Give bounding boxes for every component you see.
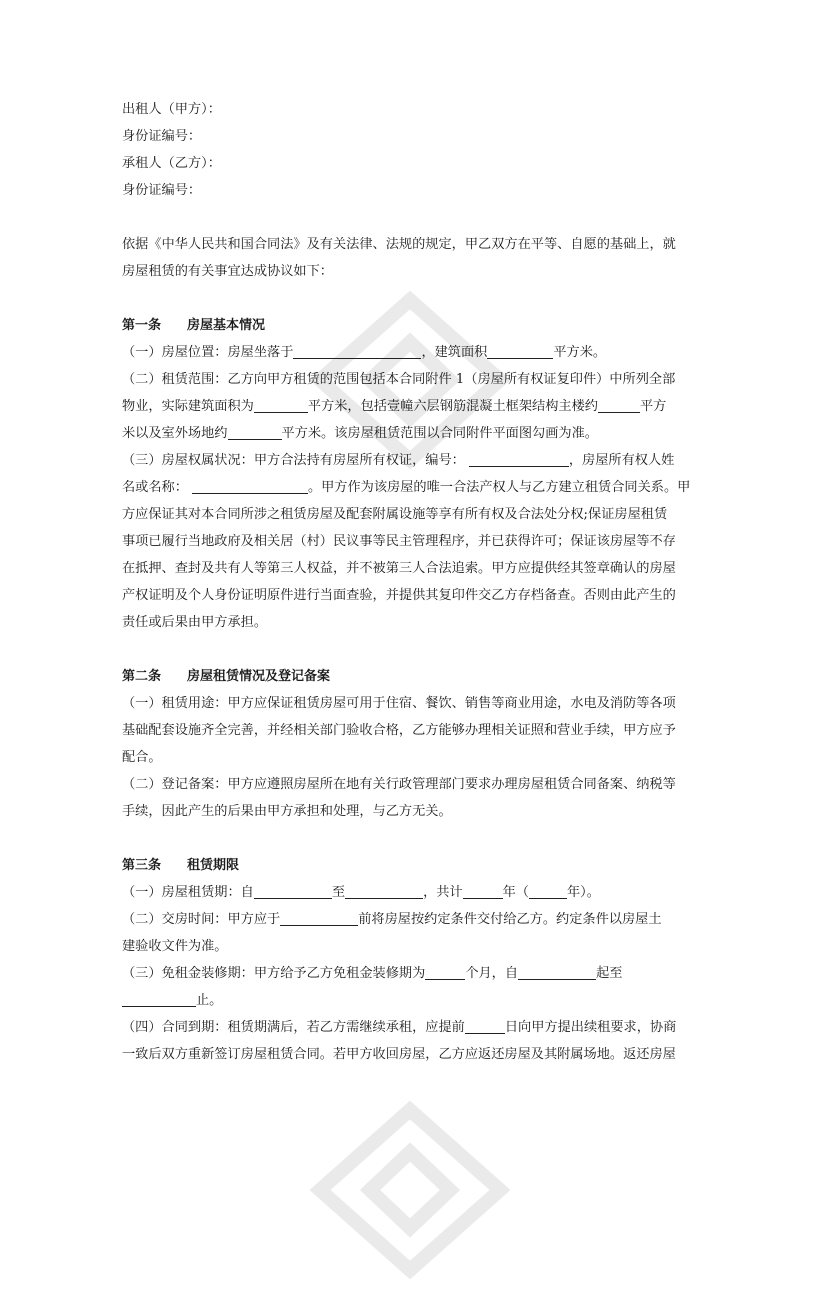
intro-line-1: 依据《中华人民共和国合同法》及有关法律、法规的规定，甲乙双方在平等、自愿的基础上，就 [122, 237, 676, 252]
clause-text: 至 [331, 885, 346, 900]
blank-free-end[interactable] [122, 990, 196, 1007]
blank-handover-date[interactable] [280, 909, 358, 926]
article-1-clause-3-line-4: 事项已履行当地政府及相关居（村）民议事等民主管理程序，并已获得许可；保证该房屋等不存 [122, 534, 676, 549]
article-3-title: 租赁期限 [187, 858, 240, 873]
clause-text: （三）免租金装修期：甲方给予乙方免租金装修期为 [122, 966, 426, 981]
article-3-number: 第三条 [122, 858, 162, 873]
article-2-heading [122, 663, 712, 690]
article-3-clause-3-line-1 [122, 960, 712, 987]
clause-text: 平方米。 [553, 345, 607, 360]
blank-area[interactable] [487, 342, 553, 359]
article-1-clause-3-line-2 [122, 474, 712, 501]
blank-renewal-days[interactable] [465, 1017, 505, 1034]
article-2-clause-1-line-3: 配合。 [122, 750, 162, 765]
clause-text: ，建筑面积 [421, 345, 488, 360]
clause-text: 平方米，包括壹幢六层钢筋混凝土框架结构主楼约 [307, 399, 598, 414]
blank-years-capital[interactable] [529, 882, 567, 899]
clause-text: ，共计 [423, 885, 463, 900]
article-1-title: 房屋基本情况 [187, 318, 266, 333]
blank-owner-name[interactable] [192, 477, 308, 494]
article-1-clause-1 [122, 339, 712, 366]
article-1-clause-3-line-1 [122, 447, 712, 474]
blank-end-date[interactable] [345, 882, 423, 899]
clause-text: （四）合同到期：租赁期满后，若乙方需继续承租，应提前 [122, 1020, 465, 1035]
lessor-id-label: 身份证编号： [122, 129, 202, 144]
blank-location[interactable] [293, 342, 421, 359]
clause-text: 名或名称： [122, 480, 188, 495]
clause-text: （三）房屋权属状况：甲方合法持有房屋所有权证，编号： [122, 453, 465, 468]
watermark-logo [300, 1090, 520, 1290]
article-2-clause-1-line-2: 基础配套设施齐全完善，并经相关部门验收合格，乙方能够办理相关证照和营业手续，甲方应予 [122, 723, 676, 738]
contract-document [122, 96, 712, 1068]
clause-text: （一）房屋租赁期：自 [122, 885, 254, 900]
article-3-clause-4-line-1 [122, 1014, 712, 1041]
clause-text: 。甲方作为该房屋的唯一合法产权人与乙方建立租赁合同关系。甲 [307, 480, 691, 495]
clause-text: （一）房屋位置：房屋坐落于 [122, 345, 294, 360]
article-1-clause-3-line-6: 产权证明及个人身份证明原件进行当面查验，并提供其复印件交乙方存档备查。否则由此产生的 [122, 588, 676, 603]
article-2-number: 第二条 [122, 669, 162, 684]
article-1-clause-2-line-3 [122, 420, 712, 447]
blank-free-start[interactable] [518, 963, 596, 980]
clause-text: 年（ [502, 885, 529, 900]
clause-text: 平方 [640, 399, 667, 414]
clause-text: 起至 [596, 966, 623, 981]
lessee-id-label: 身份证编号： [122, 183, 202, 198]
article-1-clause-2-line-2 [122, 393, 712, 420]
article-3-clause-1 [122, 879, 712, 906]
intro-line-2: 房屋租赁的有关事宜达成协议如下： [122, 264, 333, 279]
clause-text: 年）。 [567, 885, 600, 900]
clause-text: 个月，自 [465, 966, 519, 981]
clause-text: 止。 [196, 993, 223, 1008]
article-1-clause-3-line-5: 在抵押、查封及共有人等第三人权益，并不被第三人合法追索。甲方应提供经其签章确认的房屋 [122, 561, 676, 576]
blank-years[interactable] [463, 882, 503, 899]
lessee-label: 承租人（乙方）： [122, 156, 221, 171]
clause-text: ，房屋所有权人姓 [568, 453, 675, 468]
article-3-clause-2-line-2: 建验收文件为准。 [122, 939, 228, 954]
blank-main-building-area[interactable] [598, 396, 640, 413]
article-2-clause-1-line-1: （一）租赁用途：甲方应保证租赁房屋可用于住宿、餐饮、销售等商业用途，水电及消防等各项 [122, 696, 676, 711]
article-3-clause-3-line-2 [122, 987, 712, 1014]
clause-text: 米以及室外场地约 [122, 426, 228, 441]
article-1-clause-3-line-3: 方应保证其对本合同所涉之租赁房屋及配套附属设施等享有所有权及合法处分权;保证房屋租赁 [122, 507, 668, 522]
article-3-clause-2-line-1 [122, 906, 712, 933]
blank-certificate-number[interactable] [469, 450, 569, 467]
clause-text: 平方米。该房屋租赁范围以合同附件平面图勾画为准。 [281, 426, 598, 441]
clause-text: 日向甲方提出续租要求，协商 [504, 1020, 677, 1035]
article-1-number: 第一条 [122, 318, 162, 333]
lessor-label: 出租人（甲方）： [122, 102, 221, 117]
clause-text: 前将房屋按约定条件交付给乙方。约定条件以房屋土 [358, 912, 662, 927]
article-2-clause-2-line-2: 手续，因此产生的后果由甲方承担和处理，与乙方无关。 [122, 804, 452, 819]
article-3-clause-4-line-2: 一致后双方重新签订房屋租赁合同。若甲方收回房屋，乙方应返还房屋及其附属场地。返还房屋 [122, 1047, 676, 1062]
article-2-title: 房屋租赁情况及登记备案 [187, 669, 331, 684]
blank-building-area[interactable] [254, 396, 308, 413]
article-1-heading [122, 312, 712, 339]
blank-outdoor-area[interactable] [228, 423, 282, 440]
article-1-clause-2-line-1: （二）租赁范围：乙方向甲方租赁的范围包括本合同附件 1（房屋所有权证复印件）中所列全部 [122, 372, 676, 387]
article-1-clause-3-line-7: 责任或后果由甲方承担。 [122, 615, 268, 630]
article-2-clause-2-line-1: （二）登记备案：甲方应遵照房屋所在地有关行政管理部门要求办理房屋租赁合同备案、纳税等 [122, 777, 676, 792]
blank-start-date[interactable] [254, 882, 332, 899]
clause-text: 物业，实际建筑面积为 [122, 399, 254, 414]
article-3-heading [122, 852, 712, 879]
clause-text: （二）交房时间：甲方应于 [122, 912, 281, 927]
blank-free-months[interactable] [425, 963, 465, 980]
